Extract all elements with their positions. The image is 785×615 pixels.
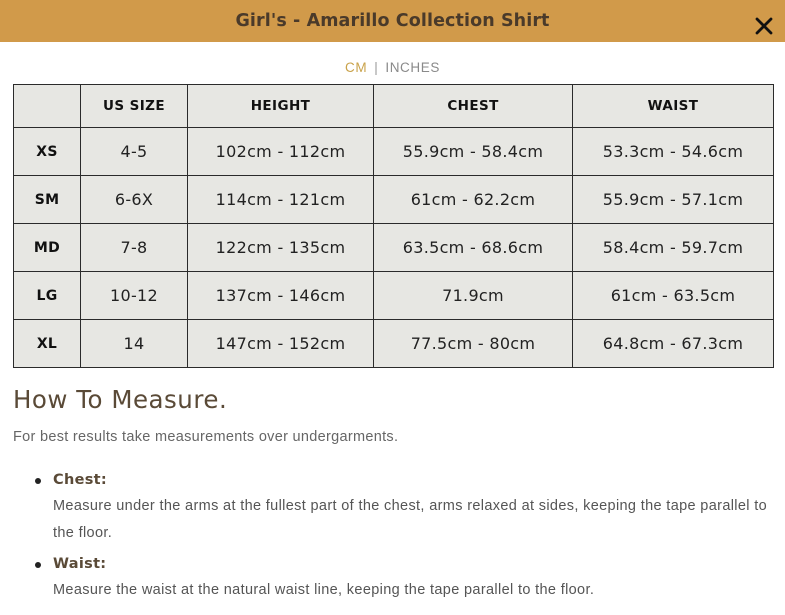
header-cell-empty [14, 85, 81, 128]
chest-cell: 71.9cm [374, 272, 573, 320]
unit-cm-button[interactable]: CM [345, 60, 368, 75]
height-cell: 114cm - 121cm [188, 176, 374, 224]
us-size-cell: 6-6X [81, 176, 188, 224]
us-size-cell: 14 [81, 320, 188, 368]
table-row [14, 320, 774, 368]
chest-cell: 63.5cm - 68.6cm [374, 224, 573, 272]
header-cell-us-size: US SIZE [81, 85, 188, 128]
waist-cell: 53.3cm - 54.6cm [573, 128, 774, 176]
measure-intro-text: For best results take measurements over undergarments. [13, 429, 399, 445]
unit-toggle [0, 60, 785, 75]
close-icon[interactable] [755, 17, 773, 35]
table-header-row [14, 85, 774, 128]
height-cell: 147cm - 152cm [188, 320, 374, 368]
us-size-cell: 10-12 [81, 272, 188, 320]
unit-inches-button[interactable]: INCHES [385, 60, 440, 75]
tip-text: Measure under the arms at the fullest part of the chest, arms relaxed at sides, keeping the tape parallel to the floor. [53, 498, 768, 541]
modal-title: Girl's - Amarillo Collection Shirt [235, 11, 550, 31]
us-size-cell: 7-8 [81, 224, 188, 272]
size-label: XS [14, 128, 81, 176]
table-row [14, 272, 774, 320]
modal-header [0, 0, 785, 42]
bullet-icon [35, 562, 41, 568]
height-cell: 102cm - 112cm [188, 128, 374, 176]
waist-cell: 58.4cm - 59.7cm [573, 224, 774, 272]
header-cell-height: HEIGHT [188, 85, 374, 128]
header-cell-waist: WAIST [573, 85, 774, 128]
list-item [53, 467, 769, 547]
size-chart-table [13, 84, 774, 368]
table-row [14, 224, 774, 272]
measure-tips-list [53, 467, 769, 608]
bullet-icon [35, 478, 41, 484]
chest-cell: 61cm - 62.2cm [374, 176, 573, 224]
table-row [14, 128, 774, 176]
waist-cell: 61cm - 63.5cm [573, 272, 774, 320]
unit-separator: | [374, 60, 379, 75]
tip-title: Waist: [53, 556, 107, 572]
height-cell: 122cm - 135cm [188, 224, 374, 272]
header-cell-chest: CHEST [374, 85, 573, 128]
height-cell: 137cm - 146cm [188, 272, 374, 320]
chest-cell: 77.5cm - 80cm [374, 320, 573, 368]
list-item [53, 551, 769, 604]
table-row [14, 176, 774, 224]
waist-cell: 55.9cm - 57.1cm [573, 176, 774, 224]
waist-cell: 64.8cm - 67.3cm [573, 320, 774, 368]
size-label: SM [14, 176, 81, 224]
size-label: LG [14, 272, 81, 320]
size-label: MD [14, 224, 81, 272]
how-to-measure-heading: How To Measure. [13, 385, 228, 414]
us-size-cell: 4-5 [81, 128, 188, 176]
chest-cell: 55.9cm - 58.4cm [374, 128, 573, 176]
tip-text: Measure the waist at the natural waist line, keeping the tape parallel to the floor. [53, 582, 595, 598]
tip-title: Chest: [53, 472, 107, 488]
size-label: XL [14, 320, 81, 368]
